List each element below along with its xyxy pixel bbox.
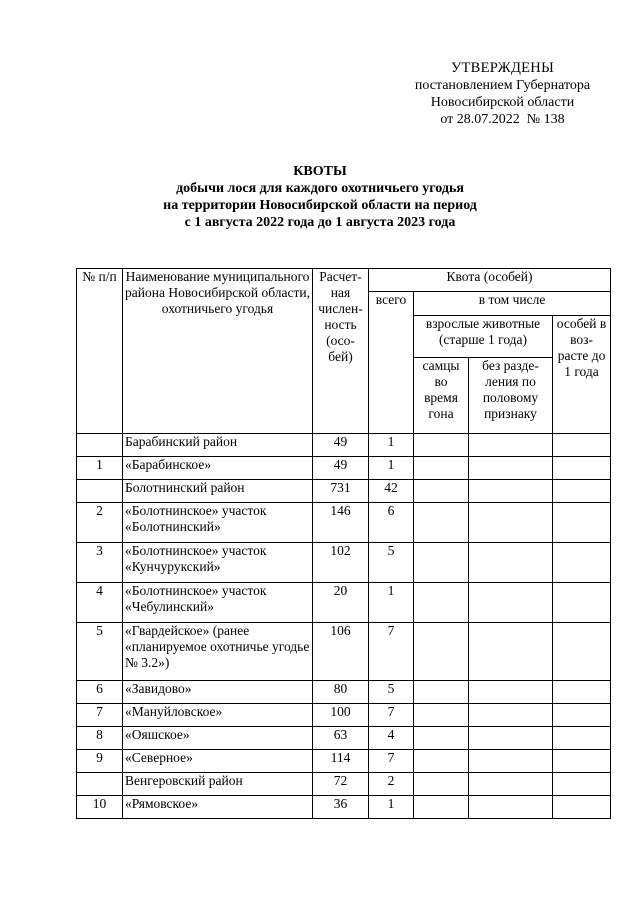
row-calc: 49	[313, 434, 369, 457]
row-total: 5	[369, 543, 414, 583]
approval-stamp	[395, 60, 610, 128]
row-young	[553, 796, 611, 819]
approval-heading: УТВЕРЖДЕНЫ	[450, 60, 555, 76]
approval-line-2: Новосибирской области	[430, 95, 575, 110]
row-name: Болотнинский район	[123, 480, 313, 503]
row-young	[553, 434, 611, 457]
approval-line-3: от 28.07.2022 № 138	[440, 112, 565, 127]
row-total: 7	[369, 704, 414, 727]
row-nosex	[469, 704, 553, 727]
row-total: 42	[369, 480, 414, 503]
table-row	[77, 543, 611, 583]
row-young	[553, 583, 611, 623]
row-males	[414, 434, 469, 457]
row-calc: 731	[313, 480, 369, 503]
row-young	[553, 704, 611, 727]
row-males	[414, 704, 469, 727]
row-number: 8	[77, 727, 123, 750]
row-name: «Северное»	[123, 750, 313, 773]
row-total: 6	[369, 503, 414, 543]
approval-line-1: постановлением Губернатора	[414, 78, 591, 93]
row-nosex	[469, 434, 553, 457]
row-number	[77, 773, 123, 796]
row-number: 3	[77, 543, 123, 583]
row-calc: 100	[313, 704, 369, 727]
row-name: Барабинский район	[123, 434, 313, 457]
table-row	[77, 727, 611, 750]
row-nosex	[469, 480, 553, 503]
row-total: 1	[369, 583, 414, 623]
table-row	[77, 750, 611, 773]
row-calc: 102	[313, 543, 369, 583]
row-name: «Барабинское»	[123, 457, 313, 480]
row-males	[414, 796, 469, 819]
table-body	[77, 434, 611, 819]
row-young	[553, 457, 611, 480]
row-number: 2	[77, 503, 123, 543]
row-name: «Болотнинское» участок «Кунчурукский»	[123, 543, 313, 583]
row-calc: 72	[313, 773, 369, 796]
row-nosex	[469, 457, 553, 480]
row-number: 9	[77, 750, 123, 773]
row-calc: 106	[313, 623, 369, 681]
row-calc: 49	[313, 457, 369, 480]
table-row	[77, 457, 611, 480]
row-calc: 36	[313, 796, 369, 819]
row-number: 4	[77, 583, 123, 623]
row-nosex	[469, 750, 553, 773]
header-including: в том числе	[414, 292, 611, 316]
row-number	[77, 480, 123, 503]
row-males	[414, 480, 469, 503]
row-name: «Ояшское»	[123, 727, 313, 750]
row-name: «Завидово»	[123, 681, 313, 704]
row-name: «Гвардейское» (ранее «планируемое охотничье угодье № 3.2»)	[123, 623, 313, 681]
header-num: № п/п	[77, 269, 123, 434]
row-males	[414, 681, 469, 704]
row-number	[77, 434, 123, 457]
row-total: 7	[369, 623, 414, 681]
row-males	[414, 583, 469, 623]
row-name: «Мануйловское»	[123, 704, 313, 727]
title-line-1: КВОТЫ	[293, 164, 347, 179]
table-row	[77, 796, 611, 819]
row-number: 10	[77, 796, 123, 819]
row-males	[414, 773, 469, 796]
table-row	[77, 623, 611, 681]
row-males	[414, 750, 469, 773]
row-total: 2	[369, 773, 414, 796]
row-total: 5	[369, 681, 414, 704]
row-name: «Болотнинское» участок «Болотнинский»	[123, 503, 313, 543]
row-young	[553, 681, 611, 704]
row-young	[553, 503, 611, 543]
row-calc: 63	[313, 727, 369, 750]
row-nosex	[469, 623, 553, 681]
title-line-2: добычи лося для каждого охотничьего угодья	[176, 181, 464, 196]
row-calc: 146	[313, 503, 369, 543]
row-males	[414, 543, 469, 583]
row-young	[553, 543, 611, 583]
row-nosex	[469, 796, 553, 819]
header-young: особей в воз-расте до 1 года	[553, 316, 611, 434]
row-young	[553, 750, 611, 773]
header-males: самцы во время гона	[414, 358, 469, 434]
quota-table	[76, 268, 611, 819]
header-calc: Расчет-ная числен-ность (осо-бей)	[313, 269, 369, 434]
row-young	[553, 623, 611, 681]
row-nosex	[469, 543, 553, 583]
row-total: 4	[369, 727, 414, 750]
header-total: всего	[369, 292, 414, 434]
table-row	[77, 773, 611, 796]
row-nosex	[469, 773, 553, 796]
row-number: 1	[77, 457, 123, 480]
table-row	[77, 704, 611, 727]
row-nosex	[469, 583, 553, 623]
row-males	[414, 623, 469, 681]
row-total: 1	[369, 796, 414, 819]
title-line-4: с 1 августа 2022 года до 1 августа 2023 года	[184, 215, 456, 230]
header-adults: взрослые животные (старше 1 года)	[414, 316, 553, 358]
row-name: Венгеровский район	[123, 773, 313, 796]
row-males	[414, 503, 469, 543]
header-quota: Квота (особей)	[369, 269, 611, 292]
table-row	[77, 503, 611, 543]
table-row	[77, 583, 611, 623]
row-total: 1	[369, 434, 414, 457]
table-row	[77, 434, 611, 457]
row-males	[414, 457, 469, 480]
title-line-3: на территории Новосибирской области на период	[163, 198, 477, 213]
header-name: Наименование муниципального района Новосибирской области, охотничьего угодья	[123, 269, 313, 434]
table-row	[77, 480, 611, 503]
row-calc: 20	[313, 583, 369, 623]
row-nosex	[469, 681, 553, 704]
row-total: 7	[369, 750, 414, 773]
row-name: «Болотнинское» участок «Чебулинский»	[123, 583, 313, 623]
header-nosex: без разде-ления по половому признаку	[469, 358, 553, 434]
row-nosex	[469, 503, 553, 543]
row-name: «Рямовское»	[123, 796, 313, 819]
document-title	[60, 163, 580, 231]
row-males	[414, 727, 469, 750]
row-calc: 80	[313, 681, 369, 704]
row-total: 1	[369, 457, 414, 480]
row-number: 6	[77, 681, 123, 704]
row-young	[553, 727, 611, 750]
row-calc: 114	[313, 750, 369, 773]
row-young	[553, 773, 611, 796]
row-number: 7	[77, 704, 123, 727]
row-number: 5	[77, 623, 123, 681]
row-nosex	[469, 727, 553, 750]
table-row	[77, 681, 611, 704]
row-young	[553, 480, 611, 503]
